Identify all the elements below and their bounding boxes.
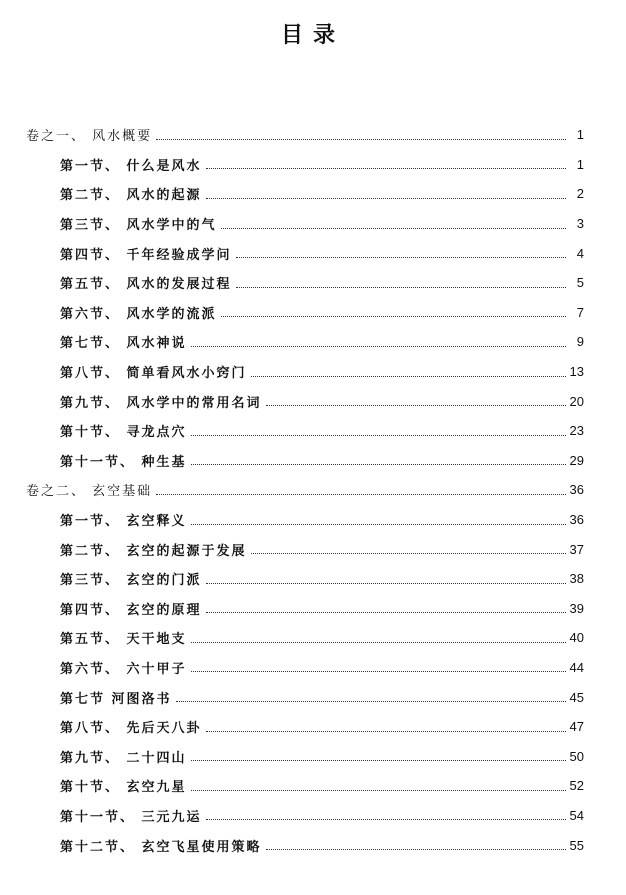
table-of-contents xyxy=(0,120,626,860)
toc-entry-label: 第七节 河图洛书 xyxy=(60,691,172,707)
toc-entry-label: 第八节、 先后天八卦 xyxy=(60,721,202,737)
toc-section-entry[interactable] xyxy=(0,179,626,209)
toc-dot-leader xyxy=(206,611,566,613)
toc-entry-label: 第八节、 简单看风水小窍门 xyxy=(60,366,247,382)
page-title: 目录 xyxy=(280,23,345,48)
toc-page-number: 2 xyxy=(576,186,584,202)
toc-entry-label: 第七节、 风水神说 xyxy=(60,336,187,352)
toc-page-number: 4 xyxy=(576,245,584,261)
toc-entry-label: 第三节、 玄空的门派 xyxy=(60,573,202,589)
toc-section-entry[interactable] xyxy=(0,268,626,298)
toc-section-entry[interactable] xyxy=(0,505,626,535)
toc-dot-leader xyxy=(236,256,566,258)
toc-dot-leader xyxy=(206,818,566,820)
toc-page-number: 50 xyxy=(569,748,584,764)
toc-dot-leader xyxy=(251,552,566,554)
toc-section-entry[interactable] xyxy=(0,653,626,683)
toc-section-entry[interactable] xyxy=(0,564,626,594)
toc-page-number: 37 xyxy=(569,541,584,557)
toc-dot-leader xyxy=(206,167,566,169)
toc-section-entry[interactable] xyxy=(0,386,626,416)
toc-dot-leader xyxy=(191,463,566,465)
toc-dot-leader xyxy=(176,700,566,702)
toc-dot-leader xyxy=(191,670,566,672)
toc-dot-leader xyxy=(236,286,566,288)
toc-dot-leader xyxy=(266,404,566,406)
toc-section-entry[interactable] xyxy=(0,357,626,387)
toc-page-number: 1 xyxy=(576,127,584,143)
toc-dot-leader xyxy=(206,730,566,732)
toc-entry-label: 卷之一、 风水概要 xyxy=(26,129,153,145)
toc-section-entry[interactable] xyxy=(0,327,626,357)
toc-dot-leader xyxy=(191,434,566,436)
toc-dot-leader xyxy=(191,641,566,643)
toc-entry-label: 第十一节、 三元九运 xyxy=(60,809,202,825)
toc-page-number: 54 xyxy=(569,807,584,823)
toc-entry-label: 第五节、 风水的发展过程 xyxy=(60,277,232,293)
toc-page-number: 3 xyxy=(576,216,584,232)
toc-section-entry[interactable] xyxy=(0,623,626,653)
toc-entry-label: 第五节、 天干地支 xyxy=(60,632,187,648)
toc-page-number: 23 xyxy=(569,423,584,439)
toc-section-entry[interactable] xyxy=(0,238,626,268)
toc-page-number: 7 xyxy=(576,304,584,320)
toc-entry-label: 第六节、 六十甲子 xyxy=(60,661,187,677)
toc-page-number: 55 xyxy=(569,837,584,853)
toc-section-entry[interactable] xyxy=(0,446,626,476)
toc-entry-label: 第三节、 风水学中的气 xyxy=(60,218,217,234)
toc-entry-label: 第十节、 玄空九星 xyxy=(60,780,187,796)
toc-entry-label: 第二节、 风水的起源 xyxy=(60,188,202,204)
toc-section-entry[interactable] xyxy=(0,682,626,712)
toc-section-entry[interactable] xyxy=(0,594,626,624)
toc-dot-leader xyxy=(191,759,566,761)
toc-page-number: 5 xyxy=(576,275,584,291)
toc-entry-label: 第二节、 玄空的起源于发展 xyxy=(60,543,247,559)
toc-page-number: 45 xyxy=(569,689,584,705)
toc-dot-leader xyxy=(251,375,566,377)
toc-page-number: 40 xyxy=(569,630,584,646)
toc-page-number: 38 xyxy=(569,571,584,587)
toc-entry-label: 第四节、 千年经验成学问 xyxy=(60,247,232,263)
toc-dot-leader xyxy=(191,523,566,525)
toc-dot-leader xyxy=(266,848,566,850)
toc-entry-label: 第一节、 玄空释义 xyxy=(60,514,187,530)
toc-dot-leader xyxy=(221,227,566,229)
toc-section-entry[interactable] xyxy=(0,741,626,771)
toc-section-entry[interactable] xyxy=(0,830,626,860)
toc-dot-leader xyxy=(191,345,566,347)
toc-dot-leader xyxy=(206,582,566,584)
toc-page-number: 52 xyxy=(569,778,584,794)
toc-entry-label: 第九节、 风水学中的常用名词 xyxy=(60,395,262,411)
toc-section-entry[interactable] xyxy=(0,298,626,328)
toc-section-entry[interactable] xyxy=(0,712,626,742)
toc-section-entry[interactable] xyxy=(0,150,626,180)
toc-page-number: 9 xyxy=(576,334,584,350)
toc-section-entry[interactable] xyxy=(0,771,626,801)
toc-page-number: 47 xyxy=(569,719,584,735)
toc-entry-label: 第十二节、 玄空飞星使用策略 xyxy=(60,839,262,855)
toc-page-number: 29 xyxy=(569,452,584,468)
toc-page-number: 39 xyxy=(569,600,584,616)
toc-page-number: 44 xyxy=(569,659,584,675)
toc-page-number: 36 xyxy=(569,482,584,498)
toc-dot-leader xyxy=(191,789,566,791)
toc-volume-entry[interactable] xyxy=(0,475,626,505)
toc-section-entry[interactable] xyxy=(0,416,626,446)
toc-section-entry[interactable] xyxy=(0,534,626,564)
toc-entry-label: 第十节、 寻龙点穴 xyxy=(60,425,187,441)
toc-entry-label: 第一节、 什么是风水 xyxy=(60,158,202,174)
toc-page-number: 36 xyxy=(569,512,584,528)
toc-page-number: 13 xyxy=(569,364,584,380)
toc-entry-label: 第九节、 二十四山 xyxy=(60,750,187,766)
toc-dot-leader xyxy=(221,315,566,317)
toc-dot-leader xyxy=(156,138,566,140)
toc-page-number: 20 xyxy=(569,393,584,409)
toc-entry-label: 第四节、 玄空的原理 xyxy=(60,602,202,618)
toc-entry-label: 第六节、 风水学的流派 xyxy=(60,306,217,322)
toc-entry-label: 第十一节、 种生基 xyxy=(60,454,187,470)
toc-section-entry[interactable] xyxy=(0,209,626,239)
toc-volume-entry[interactable] xyxy=(0,120,626,150)
toc-entry-label: 卷之二、 玄空基础 xyxy=(26,484,153,500)
toc-section-entry[interactable] xyxy=(0,801,626,831)
toc-dot-leader xyxy=(156,493,565,495)
toc-page-number: 1 xyxy=(576,156,584,172)
toc-dot-leader xyxy=(206,197,566,199)
